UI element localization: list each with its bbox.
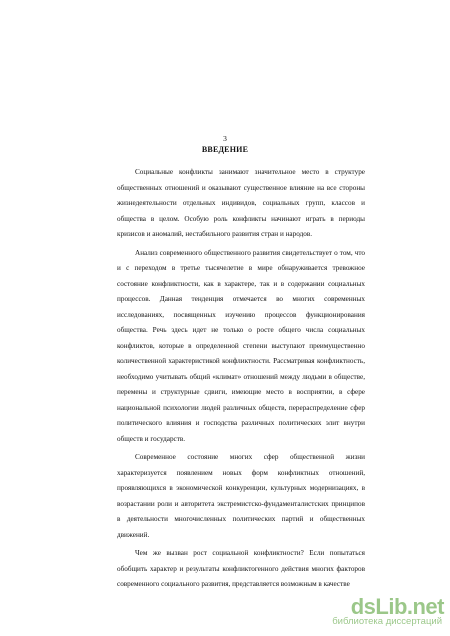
watermark	[294, 594, 444, 630]
body-text	[117, 165, 365, 593]
paragraph-3: Современное состояние многих сфер общественной жизни характеризуется появлением новых форм конфликтных отношений, проявляющихся в экономической конкуренции, культурных модернизациях, в возрастании роли и авторитета экстремистско-фундаменталистских принципов в деятельности многочисленных политических партий и общественных движений.	[117, 453, 365, 539]
section-heading: ВВЕДЕНИЕ	[201, 145, 249, 154]
watermark-subtitle: библиотека диссертаций	[332, 616, 442, 627]
watermark-logo: dsLib.net	[350, 594, 444, 619]
paragraph-2: Анализ современного общественного развития свидетельствует о том, что и с переходом в третье тысячелетие в мире обнаруживается тревожное состояние конфликтности, как в характере, так и в содержании социальных процессов. Данная тенденция отмечается во многих современных исследованиях, посвященных изучению процессов функционирования общества. Речь здесь идет не только о росте общего числа социальных конфликтов, которые в определенной степени выступают преимущественно количественной характеристикой конфликтности. Рассматривая конфликтность, необходимо учитывать общий «климат» отношений между людьми в обществе, перемены и структурные сдвиги, имеющие место в восприятии, в сфере национальной психологии людей различных обществ, перераспределение сфер политического влияния и господства различных политических элит внутри обществ и государств.	[117, 248, 365, 443]
paragraph-4: Чем же вызван рост социальной конфликтности? Если попытаться обобщить характер и результаты конфликтогенного действия многих факторов современного социального развития, представляется возможным в качестве	[117, 549, 365, 588]
paragraph-1: Социальные конфликты занимают значительное место в структуре общественных отношений и оказывают существенное влияние на все стороны жизнедеятельности отдельных индивидов, социальных групп, классов и общества в целом. Особую роль конфликты начинают играть в периоды кризисов и аномалий, нестабильного развития стран и народов.	[117, 168, 365, 238]
page-number: 3	[223, 134, 227, 143]
